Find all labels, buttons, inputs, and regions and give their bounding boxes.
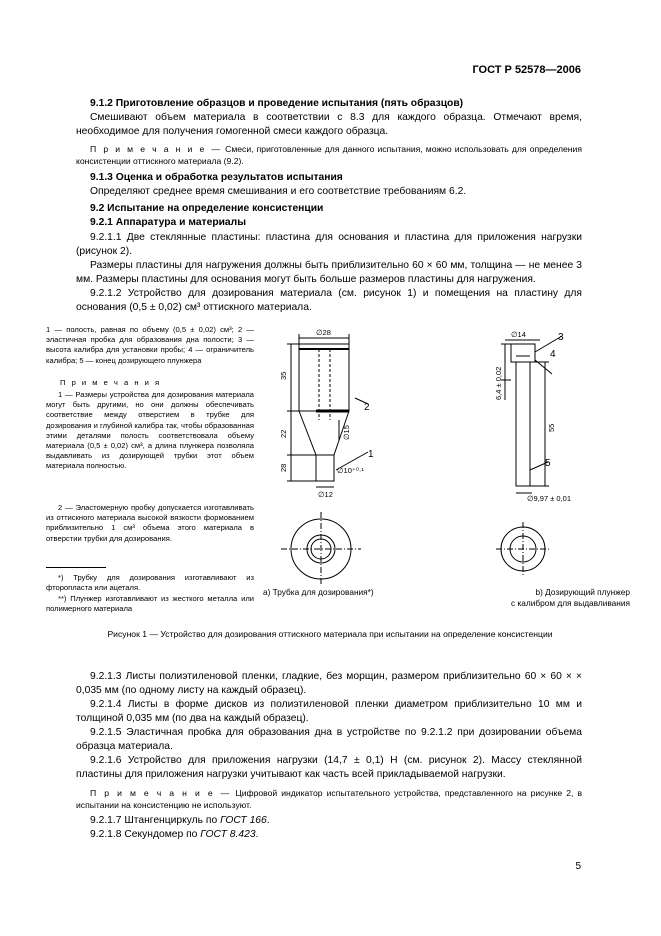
dim-h2: 22 [279, 429, 288, 438]
plunger-head [511, 344, 535, 362]
note-9-2-1-6 [76, 787, 582, 811]
para-9-2-1-5: 9.2.1.5 Эластичная пробка для образования дна в устройстве по 9.2.1.2 при дозировании объема образца материала. [76, 727, 582, 752]
dim-d-pl: ∅9,97 ± 0,01 [527, 494, 572, 503]
section-9-2-title: 9.2 Испытание на определение консистенции [90, 203, 324, 214]
dim-h3: 28 [279, 463, 288, 472]
figure-notes-title: П р и м е ч а н и я [60, 378, 162, 387]
dim-h-pl: 55 [547, 423, 556, 432]
para-9-2-1-3: 9.2.1.3 Листы полиэтиленовой пленки, гладкие, без морщин, размером приблизительно 60 × 60 × × 0,035 мм (по одному листу на каждый образец). [76, 671, 582, 696]
para-9-2-1-6: 9.2.1.6 Устройство для приложения нагрузки (14,7 ± 0,1) Н (см. рисунок 2). Массу стеклянной пластины для приложения нагрузки учитывают как часть всей прикладываемой нагрузки. [76, 755, 582, 780]
note-text: Смеси, приготовленные для данного испытания, можно использовать для определения консистенции оттискного материала (9.2). [76, 144, 582, 166]
para-9-2-1-7-end: . [266, 815, 270, 826]
figure-note-2: 2 — Эластомерную пробку допускается изготавливать из оттискного материала высокой вязкости формованием приблизительно 1 см³ объема этого материала в отверстии трубки для дозирования. [46, 503, 254, 543]
note-label: П р и м е ч а н и е — [90, 788, 232, 798]
section-9-1-3-text: Определяют среднее время смешивания и его соответствие требованиям 6.2. [90, 186, 467, 197]
dim-h4: ∅15 [342, 425, 351, 440]
figure-legend: 1 — полость, равная по объему (0,5 ± 0,02) см³; 2 — эластичная пробка для образования дна полости; 3 — высота калибра для установки пробы; 4 — ограничитель калибра; 5 — конец дозирующего плунжера [46, 325, 254, 365]
figure-note-1: 1 — Размеры устройства для дозирования материала могут быть другими, но они должны обеспечивать соответствие между отверстием в трубке для дозирования и глубиной калибра так, чтобы образованная этими деталями полость соответствовала объему материала (0,5 ± 0,02) см³, а длина плунжера позволяла выдавливать из дозирующей трубки этот объем материала полностью. [46, 390, 254, 471]
document-code: ГОСТ Р 52578—2006 [472, 64, 581, 76]
dim-d14: ∅14 [511, 330, 526, 339]
section-9-2-1-title: 9.2.1 Аппаратура и материалы [90, 217, 246, 228]
callout-2: 2 [364, 402, 370, 413]
section-9-1-3-title: 9.1.3 Оценка и обработка результатов испытания [90, 172, 343, 183]
para-9-2-1-1-dims: Размеры пластины для нагружения должны быть приблизительно 60 × 60 мм, толщина — не менее 3 мм. Размеры пластины для основания могут быть больше размеров пластины для нагружения. [76, 260, 582, 285]
footnote-1: *) Трубку для дозирования изготавливают из фторопласта или ацеталя. [46, 573, 254, 593]
ref-gost-8-423: ГОСТ 8.423 [200, 829, 256, 840]
para-9-2-1-7-text: 9.2.1.7 Штангенциркуль по [90, 815, 221, 826]
plunger-rod [516, 362, 530, 486]
callout-4: 4 [550, 349, 556, 360]
para-9-2-1-8 [76, 828, 582, 842]
para-9-2-1-8-end: . [255, 829, 259, 840]
note-text: Цифровой индикатор испытательного устройства, представленного на рисунке 2, в испытании на консистенцию не используют. [76, 788, 583, 810]
dim-h-cal: 6,4 ± 0,02 [494, 366, 503, 400]
callout-3: 3 [558, 332, 564, 343]
caption-b-line1: b) Дозирующий плунжер [535, 587, 630, 597]
para-9-2-1-2: 9.2.1.2 Устройство для дозирования материала (см. рисунок 1) и помещения на пластину для основания (0,5 ± 0,02) см³ оттискного материала. [76, 288, 582, 313]
note-label: П р и м е ч а н и е — [90, 144, 222, 154]
para-9-2-1-1: 9.2.1.1 Две стеклянные пластины: пластина для основания и пластина для приложения нагрузки (рисунок 2). [76, 232, 582, 257]
dim-d-low: ∅12 [318, 490, 333, 499]
dim-h1: 35 [279, 371, 288, 380]
section-9-1-2-text: Смешивают объем материала в соответствии с 8.3 для каждого образца. Отмечают время, необходимое для получения гомогенной смеси каждого образца. [76, 112, 582, 137]
footnote-2: **) Плунжер изготавливают из жесткого металла или полимерного материала [46, 594, 254, 614]
para-9-2-1-4: 9.2.1.4 Листы в форме дисков из полиэтиленовой пленки диаметром приблизительно 10 мм и толщиной 0,035 мм (по два на каждый образец). [76, 699, 582, 724]
para-9-2-1-7 [76, 814, 582, 828]
ref-gost-166: ГОСТ 166 [220, 815, 267, 826]
caption-a: а) Трубка для дозирования*) [263, 587, 374, 597]
tube-body [299, 344, 349, 411]
dim-d-top: ∅28 [316, 328, 331, 337]
callout-1: 1 [368, 449, 374, 460]
section-9-1-2-title: 9.1.2 Приготовление образцов и проведение испытания (пять образцов) [90, 98, 464, 109]
caption-b-line2: с калибром для выдавливания [511, 598, 630, 608]
para-9-2-1-8-text: 9.2.1.8 Секундомер по [90, 829, 201, 840]
callout-5: 5 [545, 458, 551, 469]
dim-tolerance: ∅10⁺⁰·¹ [337, 466, 364, 475]
page-number: 5 [575, 861, 581, 872]
tube-tip [316, 455, 334, 481]
figure-caption: Рисунок 1 — Устройство для дозирования оттискного материала при испытании на определение консистенции [107, 629, 553, 639]
